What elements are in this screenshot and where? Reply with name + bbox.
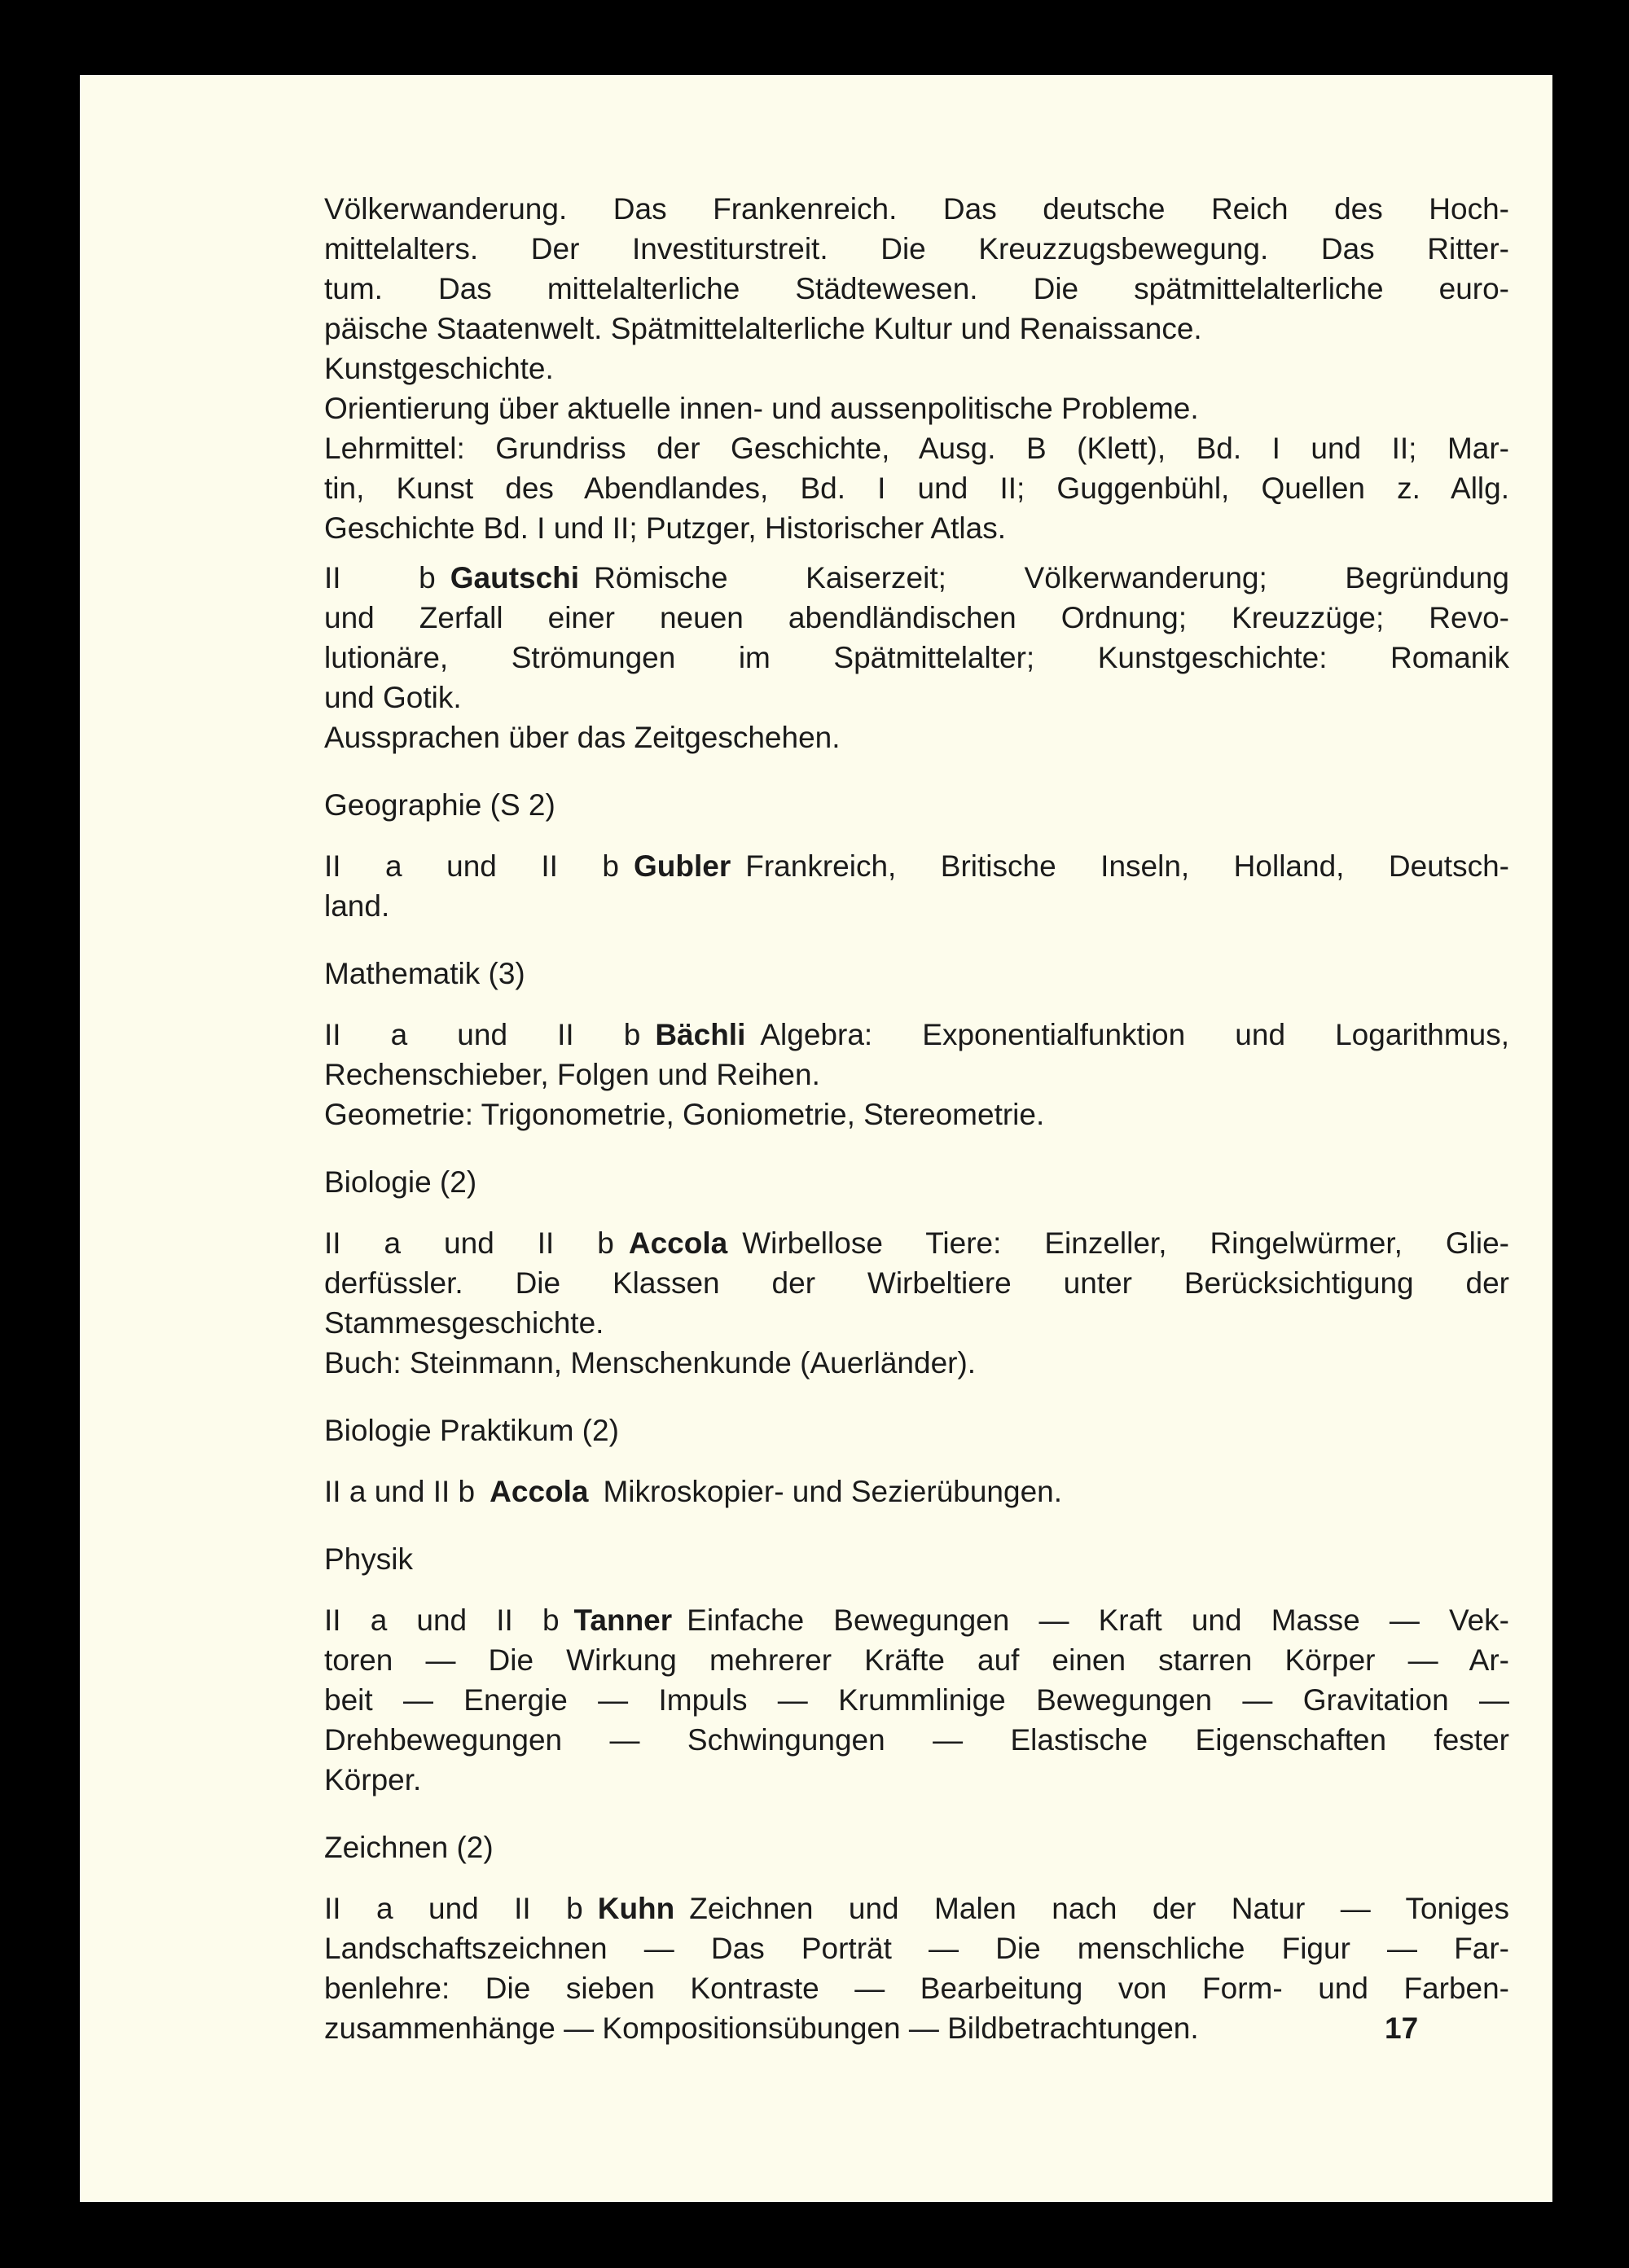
- text-line: [324, 558, 1509, 598]
- text-line: Buch: Steinmann, Menschenkunde (Auerländer).: [324, 1346, 977, 1380]
- text-line: toren — Die Wirkung mehrerer Kräfte auf einen starren Körper — Ar-: [324, 1643, 1509, 1677]
- text-line: Geometrie: Trigonometrie, Goniometrie, Stereometrie.: [324, 1098, 1045, 1131]
- lehrmittel-line: Geschichte Bd. I und II; Putzger, Historischer Atlas.: [324, 511, 1006, 545]
- teacher-name: Accola: [490, 1475, 589, 1508]
- class-label: II a und II b: [324, 1603, 560, 1637]
- text-line: [324, 1015, 1509, 1055]
- text-line: tum. Das mittelalterliche Städtewesen. Die spätmittelalterliche euro-: [324, 272, 1509, 305]
- text-line: mittelalters. Der Investiturstreit. Die Kreuzzugsbewegung. Das Ritter-: [324, 232, 1509, 265]
- text-line: beit — Energie — Impuls — Krummlinige Bewegungen — Gravitation —: [324, 1683, 1509, 1717]
- mathematik-entry: [324, 1015, 1509, 1134]
- text-line: und Gotik.: [324, 681, 462, 714]
- geographie-entry: [324, 846, 1509, 926]
- intro-paragraph: [324, 189, 1509, 548]
- text-fragment: Frankreich, Britische Inseln, Holland, Deutsch-: [745, 849, 1509, 883]
- lehrmittel-line: tin, Kunst des Abendlandes, Bd. I und II; Guggenbühl, Quellen z. Allg.: [324, 472, 1509, 505]
- text-line: [324, 1889, 1509, 1928]
- section-heading-biologie: Biologie (2): [324, 1165, 477, 1199]
- text-line: derfüssler. Die Klassen der Wirbeltiere unter Berücksichtigung der: [324, 1266, 1509, 1300]
- section-heading-physik: Physik: [324, 1542, 413, 1576]
- page-number: 17: [1385, 2011, 1419, 2045]
- class-label: II a und II b: [324, 1475, 476, 1508]
- physik-entry: [324, 1600, 1509, 1800]
- text-line: [324, 846, 1509, 886]
- class-label: II a und II b: [324, 1018, 641, 1051]
- text-line: [324, 1223, 1509, 1263]
- text-fragment: Einfache Bewegungen — Kraft und Masse — Vek-: [687, 1603, 1509, 1637]
- section-heading-zeichnen: Zeichnen (2): [324, 1831, 494, 1864]
- class-label: II a und II b: [324, 1892, 583, 1925]
- geschichte-iib-paragraph: [324, 558, 1509, 757]
- teacher-name: Gubler: [634, 849, 731, 883]
- text-line: Körper.: [324, 1763, 422, 1796]
- text-line: und Zerfall einer neuen abendländischen Ordnung; Kreuzzüge; Revo-: [324, 601, 1509, 634]
- text-line: Aussprachen über das Zeitgeschehen.: [324, 721, 841, 754]
- section-heading-mathematik: Mathematik (3): [324, 957, 525, 990]
- text-fragment: Römische Kaiserzeit; Völkerwanderung; Begründung: [594, 561, 1509, 594]
- text-line: zusammenhänge — Kompositionsübungen — Bildbetrachtungen.: [324, 2011, 1199, 2045]
- teacher-name: Tanner: [573, 1603, 673, 1637]
- biologie-entry: [324, 1223, 1509, 1383]
- teacher-name: Bächli: [655, 1018, 746, 1051]
- text-line: Rechenschieber, Folgen und Reihen.: [324, 1058, 820, 1091]
- class-label: II b: [324, 561, 436, 594]
- teacher-name: Gautschi: [450, 561, 580, 594]
- text-line: land.: [324, 889, 390, 923]
- teacher-name: Accola: [628, 1226, 728, 1260]
- biologie-praktikum-entry: [324, 1472, 1509, 1511]
- text-line: [324, 1600, 1509, 1640]
- text-line: Kunstgeschichte.: [324, 352, 554, 385]
- document-page: [80, 75, 1552, 2202]
- text-line: Stammesgeschichte.: [324, 1306, 604, 1340]
- orientierung-line: Orientierung über aktuelle innen- und aussenpolitische Probleme.: [324, 392, 1199, 425]
- lehrmittel-line: Lehrmittel: Grundriss der Geschichte, Ausg. B (Klett), Bd. I und II; Mar-: [324, 432, 1509, 465]
- page-content: [324, 189, 1509, 2048]
- text-line: [324, 1472, 1509, 1511]
- text-line: päische Staatenwelt. Spätmittelalterliche Kultur und Renaissance.: [324, 312, 1202, 345]
- text-line: benlehre: Die sieben Kontraste — Bearbeitung von Form- und Farben-: [324, 1972, 1509, 2005]
- section-heading-geographie: Geographie (S 2): [324, 788, 555, 822]
- text-line: Landschaftszeichnen — Das Porträt — Die menschliche Figur — Far-: [324, 1932, 1509, 1965]
- text-fragment: Mikroskopier- und Sezierübungen.: [603, 1475, 1063, 1508]
- section-heading-biologie-praktikum: Biologie Praktikum (2): [324, 1414, 619, 1447]
- text-fragment: Zeichnen und Malen nach der Natur — Toniges: [689, 1892, 1509, 1925]
- class-label: II a und II b: [324, 849, 619, 883]
- text-fragment: Algebra: Exponentialfunktion und Logarithmus,: [760, 1018, 1509, 1051]
- zeichnen-entry: [324, 1889, 1509, 2048]
- text-line: lutionäre, Strömungen im Spätmittelalter; Kunstgeschichte: Romanik: [324, 641, 1509, 674]
- text-fragment: Wirbellose Tiere: Einzeller, Ringelwürmer, Glie-: [742, 1226, 1509, 1260]
- text-line: Völkerwanderung. Das Frankenreich. Das deutsche Reich des Hoch-: [324, 192, 1509, 226]
- class-label: II a und II b: [324, 1226, 614, 1260]
- teacher-name: Kuhn: [597, 1892, 675, 1925]
- text-line: Drehbewegungen — Schwingungen — Elastische Eigenschaften fester: [324, 1723, 1509, 1757]
